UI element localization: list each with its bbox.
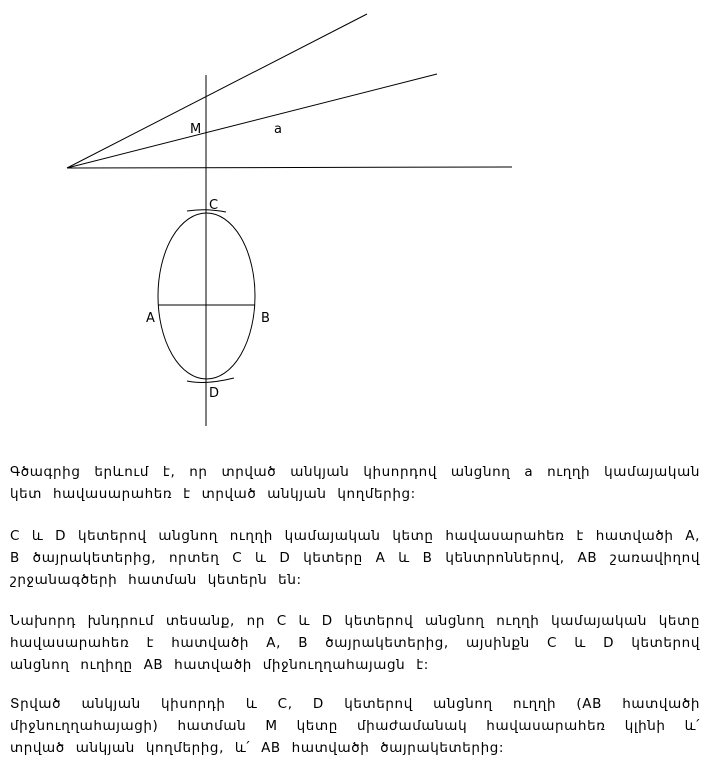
label-m: M <box>190 122 202 137</box>
label-c: C <box>209 198 219 213</box>
label-right-point: B <box>261 311 270 326</box>
angle-lower-side <box>67 167 512 168</box>
paragraph-2: C և D կետերով անցնող ուղղի կամայական կետը հավասարահեռ է հատվածի A, B ծայրակետերից, որտեղ C և D կետերը A և B կենտրոններով, AB շառավիղով շրջանագծերի հատման կետերն են: <box>10 528 700 588</box>
angle-upper-side <box>67 14 367 168</box>
angle-bisector-line <box>67 74 437 168</box>
paragraph-4: Տրված անկյան կիսորդի և C, D կետերով անցնող ուղղի (AB հատվածի միջնուղղահայացի) հատման M կետը միաժամանակ հավասարահեռ կլինի և՛ տրված անկյան կողմերից, և՛ AB հատվածի ծայրակետերից: <box>10 696 700 756</box>
paragraph-3: Նախորդ խնդրում տեսանք, որ C և D կետերով անցնող ուղղի կամայական կետը հավասարահեռ է հատվածի A, B ծայրակետերից, այսինքն C և D կետերով անցնող ուղիղը AB հատվածի միջնուղղահայացն է: <box>10 613 700 673</box>
label-d: D <box>209 386 220 401</box>
paragraph-1: Գծագրից երևում է, որ տրված անկյան կիսորդով անցնող a ուղղի կամայական կետ հավասարահեռ է տրված անկյան կողմերից: <box>10 464 700 502</box>
label-a: a <box>274 122 282 137</box>
label-left-point: A <box>146 311 155 326</box>
